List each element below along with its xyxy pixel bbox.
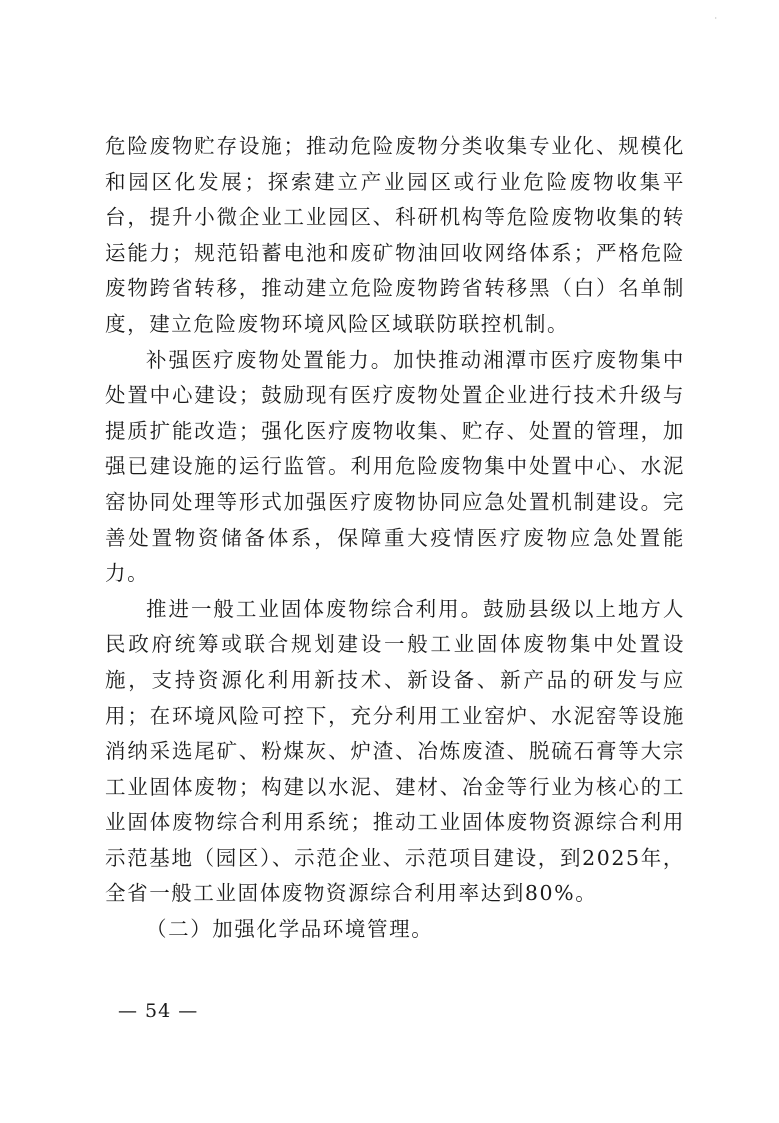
corner-mark: · <box>714 14 717 23</box>
section-heading: （二）加强化学品环境管理。 <box>146 917 434 942</box>
paragraph-medical-waste: 补强医疗废物处置能力。加快推动湘潭市医疗废物集中处置中心建设；鼓励现有医疗废物处置企业进行技术升级与提质扩能改造；强化医疗废物收集、贮存、处置的管理，加强已建设施的运行监管。利用危险废物集中处置中心、水泥窑协同处理等形式加强医疗废物协同应急处置机制建设。完善处置物资储备体系，保障重大疫情医疗废物应急处置能力。 <box>105 347 685 586</box>
body-text <box>105 129 685 948</box>
paragraph-industrial-solid-waste: 推进一般工业固体废物综合利用。鼓励县级以上地方人民政府统筹或联合规划建设一般工业固体废物集中处置设施，支持资源化利用新技术、新设备、新产品的研发与应用；在环境风险可控下，充分利用工业窑炉、水泥窑等设施消纳采选尾矿、粉煤灰、炉渣、冶炼废渣、脱硫石膏等大宗工业固体废物；构建以水泥、建材、冶金等行业为核心的工业固体废物综合利用系统；推动工业固体废物资源综合利用示范基地（园区）、示范企业、示范项目建设，到2025年，全省一般工业固体废物资源综合利用率达到80%。 <box>105 596 685 906</box>
paragraph-continuation: 危险废物贮存设施；推动危险废物分类收集专业化、规模化和园区化发展；探索建立产业园区或行业危险废物收集平台，提升小微企业工业园区、科研机构等危险废物收集的转运能力；规范铅蓄电池和废矿物油回收网络体系；严格危险废物跨省转移，推动建立危险废物跨省转移黑（白）名单制度，建立危险废物环境风险区域联防联控机制。 <box>105 134 685 336</box>
page-number: — 54 — <box>118 1000 199 1022</box>
